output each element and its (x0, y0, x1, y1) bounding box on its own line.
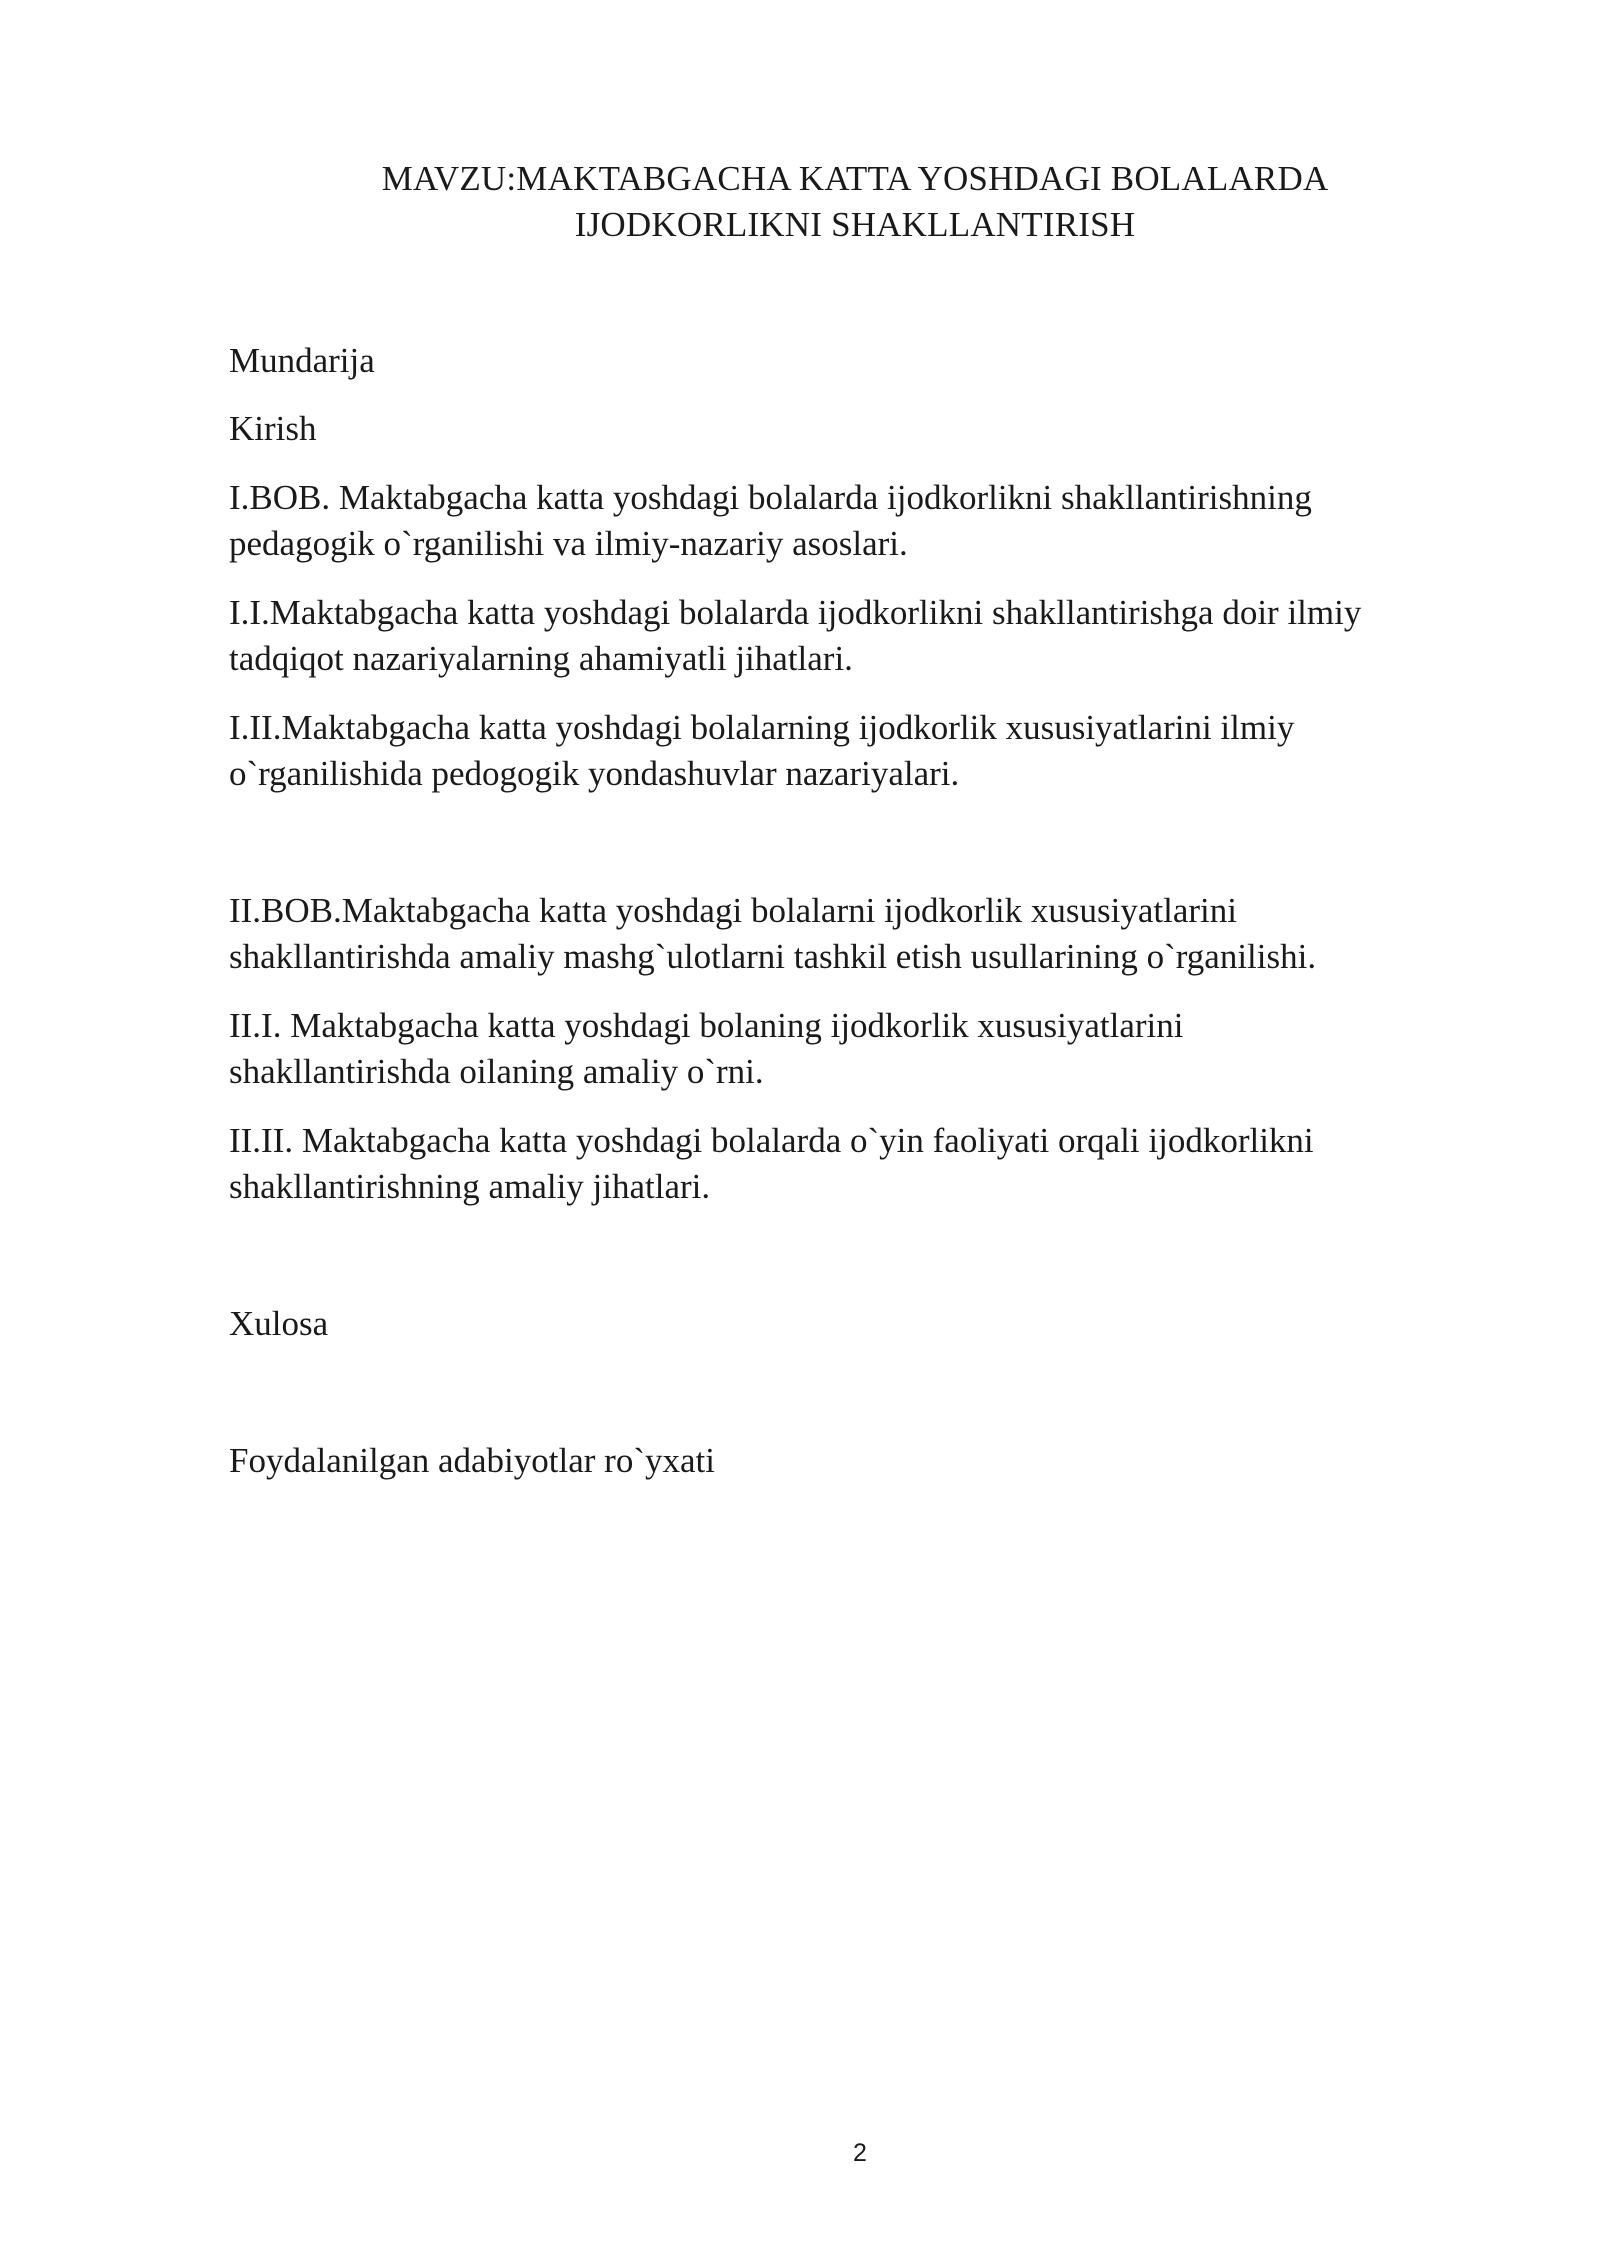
toc-item-line: o`rganilishida pedogogik yondashuvlar nazariyalari. (229, 754, 960, 793)
toc-item-section-2-1 (229, 1003, 1479, 1095)
toc-item-text: Xulosa (229, 1304, 329, 1343)
document-title-line-2: IJODKORLIKNI SHAKLLANTIRISH (574, 205, 1136, 244)
toc-item-line: shakllantirishda amaliy mashg`ulotlarni tashkil etish usullarining o`rganilishi. (229, 937, 1317, 976)
document-title-line-1: MAVZU:MAKTABGACHA KATTA YOSHDAGI BOLALARDA (381, 159, 1329, 198)
toc-item-line: tadqiqot nazariyalarning ahamiyatli jihatlari. (229, 639, 853, 678)
toc-item-section-2-2 (229, 1118, 1479, 1210)
toc-item-line: I.I.Maktabgacha katta yoshdagi bolalarda ijodkorlikni shakllantirishga doir ilmiy (229, 593, 1362, 632)
toc-item-chapter-2 (229, 888, 1479, 980)
toc-item-text: Kirish (229, 409, 317, 448)
toc-item-line: II.I. Maktabgacha katta yoshdagi bolaning ijodkorlik xususiyatlarini (229, 1006, 1184, 1045)
toc-heading-text: Mundarija (229, 341, 375, 380)
toc-item-references (229, 1438, 1479, 1484)
toc-item-introduction (229, 406, 1479, 452)
toc-item-section-1-2 (229, 705, 1479, 797)
page-number: 2 (853, 2139, 867, 2167)
toc-item-line: II.BOB.Maktabgacha katta yoshdagi bolalarni ijodkorlik xususiyatlarini (229, 891, 1237, 930)
toc-item-line: pedagogik o`rganilishi va ilmiy-nazariy asoslari. (229, 524, 908, 563)
toc-item-line: shakllantirishning amaliy jihatlari. (229, 1167, 711, 1206)
toc-heading (229, 338, 1479, 384)
toc-item-line: I.II.Maktabgacha katta yoshdagi bolalarning ijodkorlik xususiyatlarini ilmiy (229, 708, 1295, 747)
toc-item-text: Foydalanilgan adabiyotlar ro`yxati (229, 1441, 715, 1480)
toc-item-chapter-1 (229, 475, 1479, 567)
toc-item-line: I.BOB. Maktabgacha katta yoshdagi bolalarda ijodkorlikni shakllantirishning (229, 478, 1312, 517)
toc-item-line: II.II. Maktabgacha katta yoshdagi bolalarda o`yin faoliyati orqali ijodkorlikni (229, 1121, 1314, 1160)
toc-item-line: shakllantirishda oilaning amaliy o`rni. (229, 1052, 764, 1091)
toc-item-conclusion (229, 1301, 1479, 1347)
toc-item-section-1-1 (229, 590, 1479, 682)
